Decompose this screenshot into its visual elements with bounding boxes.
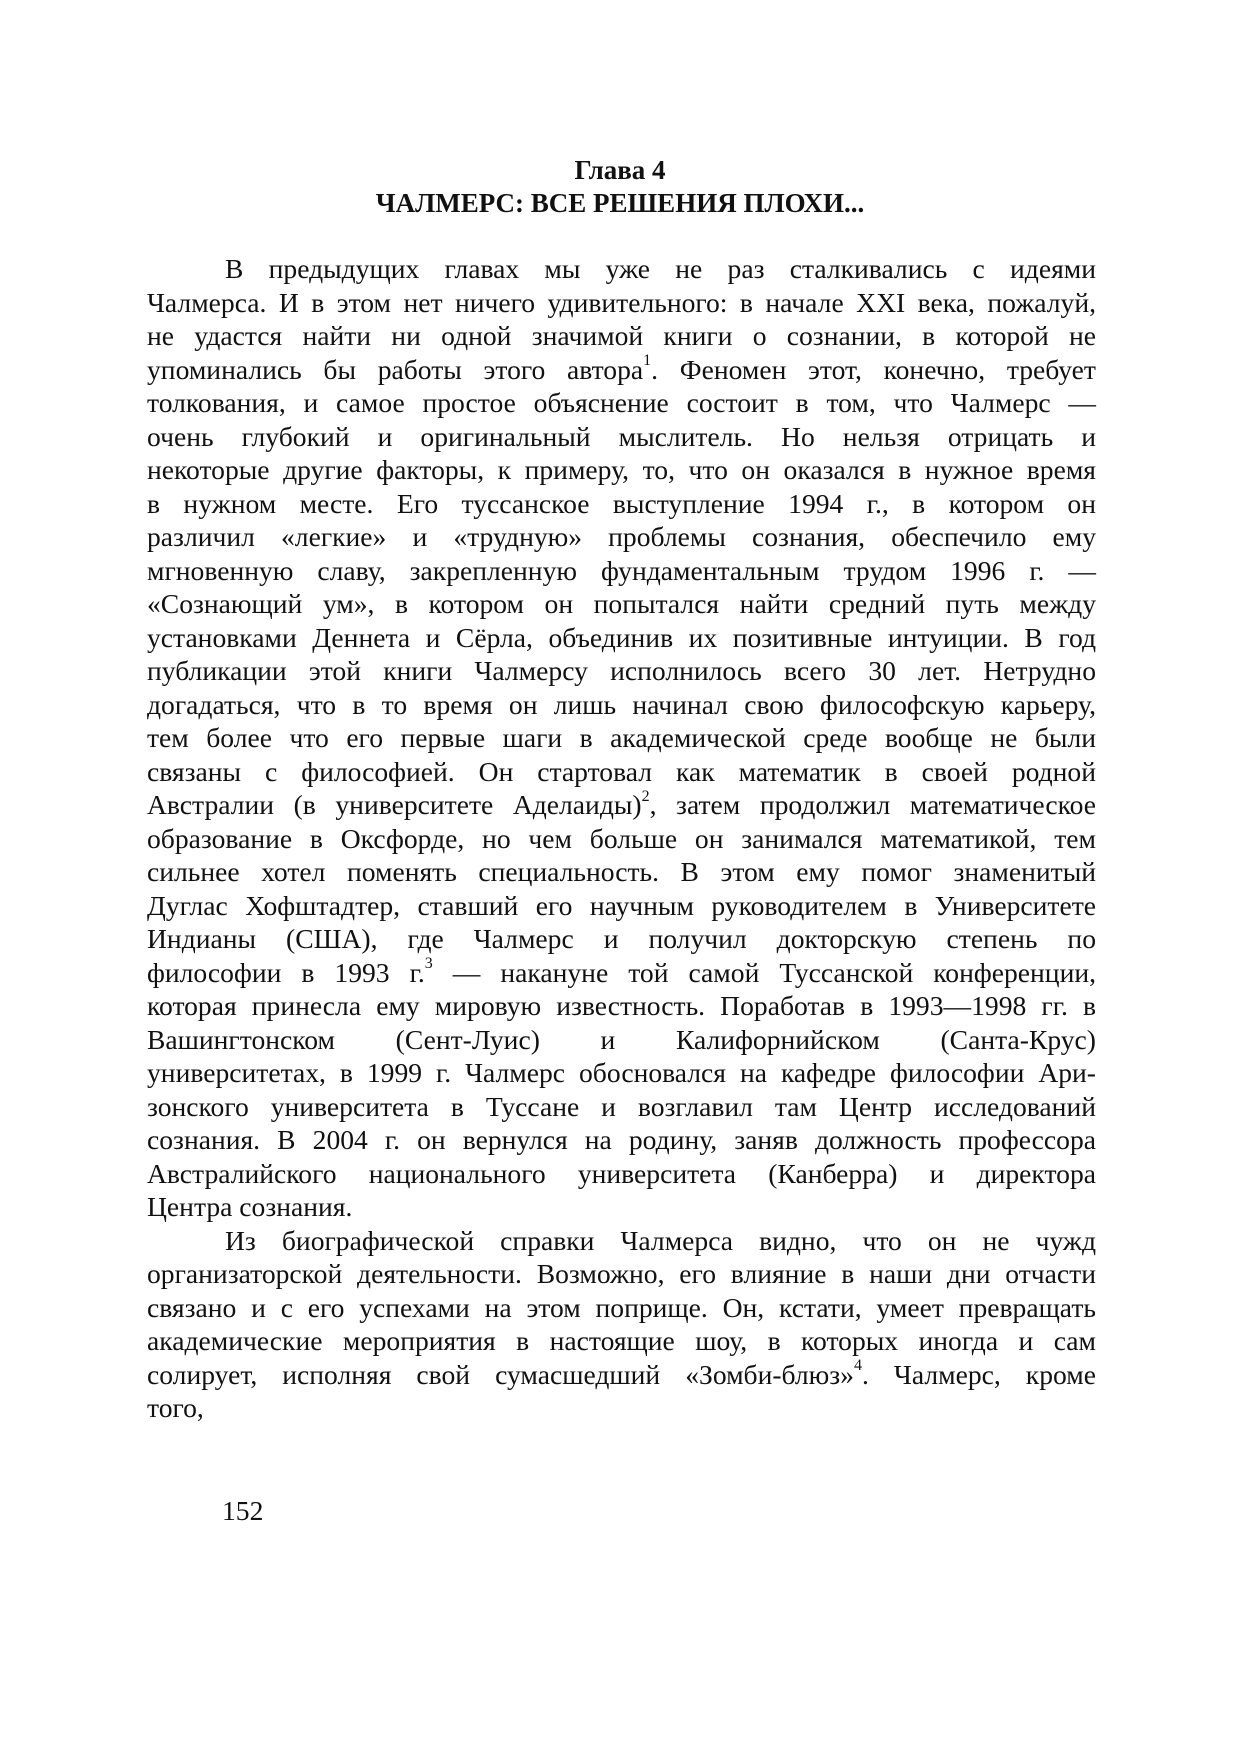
text-line: установками Деннета и Сёрла, объединив их позитивные интуиции. В год	[147, 621, 1096, 653]
text-line: некоторые другие факторы, к примеру, то, что он оказался в нужное время	[147, 454, 1096, 485]
text-line: организаторской деятельности. Возможно, его влияние в наши дни отчасти	[147, 1258, 1096, 1289]
chapter-title: ЧАЛМЕРС: ВСЕ РЕШЕНИЯ ПЛОХИ...	[375, 188, 865, 218]
text-line: того,	[147, 1392, 204, 1423]
text-line: связано и с его успехами на этом поприще. Он, кстати, умеет превращать	[147, 1291, 1096, 1323]
text-line: Австралийского национального университета (Канберра) и директора	[147, 1157, 1096, 1189]
text-line: Чалмерса. И в этом нет ничего удивительного: в начале XXI века, пожалуй,	[147, 286, 1096, 318]
text-line: в нужном месте. Его туссанское выступление 1994 г., в котором он	[147, 487, 1096, 519]
text-line: образование в Оксфорде, но чем больше он занимался математикой, тем	[147, 822, 1096, 854]
text-segment: философии в 1993 г.	[147, 956, 425, 988]
chapter-label: Глава 4	[574, 155, 666, 185]
text-line: очень глубокий и оригинальный мыслитель. Но нельзя отрицать и	[147, 420, 1096, 452]
text-line: мгновенную славу, закрепленную фундаментальным трудом 1996 г. —	[147, 554, 1096, 586]
text-line: которая принесла ему мировую известность. Поработав в 1993—1998 гг. в	[147, 990, 1096, 1021]
text-line: сознания. В 2004 г. он вернулся на родину, заняв должность профессора	[147, 1124, 1096, 1155]
text-segment: солирует, исполняя свой сумасшедший «Зомби-блюз»	[147, 1358, 854, 1390]
text-line: Индианы (США), где Чалмерс и получил докторскую степень по	[147, 923, 1096, 954]
text-line: сильнее хотел поменять специальность. В этом ему помог знаменитый	[147, 856, 1096, 887]
text-segment: упоминались бы работы этого автора	[147, 353, 644, 385]
footnote-mark: 1	[643, 352, 652, 370]
text-line: Вашингтонском (Сент-Луис) и Калифорнийском (Санта-Крус)	[147, 1023, 1096, 1055]
text-line: толкования, и самое простое объяснение состоит в том, что Чалмерс —	[147, 387, 1096, 418]
text-line: зонского университета в Туссане и возглавил там Центр исследований	[147, 1090, 1096, 1122]
text-line: не удастся найти ни одной значимой книги о сознании, в которой не	[147, 320, 1096, 351]
text-line: академические мероприятия в настоящие шоу, в которых иногда и сам	[147, 1325, 1096, 1356]
body-text	[147, 252, 1096, 1425]
text-line	[147, 956, 1096, 990]
text-line	[147, 1358, 1096, 1392]
text-line: университетах, в 1999 г. Чалмерс обосновался на кафедре философии Ари-	[147, 1057, 1096, 1088]
text-line: Из биографической справки Чалмерса видно, что он не чужд	[225, 1224, 1096, 1256]
text-line: тем более что его первые шаги в академической среде вообще не были	[147, 722, 1096, 753]
text-line: В предыдущих главах мы уже не раз сталкивались с идеями	[225, 253, 1096, 284]
footnote-mark: 3	[424, 955, 433, 973]
text-line: различил «легкие» и «трудную» проблемы сознания, обеспечило ему	[147, 521, 1096, 552]
text-line: Дуглас Хофштадтер, ставший его научным руководителем в Университете	[147, 889, 1096, 921]
text-segment: Австралии (в университете Аделаиды)	[147, 789, 642, 820]
page-number: 152	[222, 1495, 264, 1526]
text-segment: — накануне той самой Туссанской конференции,	[432, 956, 1097, 988]
text-segment: . Чалмерс, кроме	[861, 1358, 1096, 1390]
text-line	[147, 353, 1096, 387]
footnote-mark: 2	[641, 787, 650, 805]
footnote-mark: 4	[853, 1357, 862, 1375]
text-segment: , затем продолжил математическое	[649, 789, 1096, 820]
text-line: «Сознающий ум», в котором он попытался найти средний путь между	[147, 588, 1096, 619]
text-line	[147, 788, 1096, 822]
text-segment: . Феномен этот, конечно, требует	[651, 353, 1096, 385]
text-line: публикации этой книги Чалмерсу исполнилось всего 30 лет. Нетрудно	[147, 655, 1096, 686]
text-line: Центра сознания.	[147, 1191, 353, 1222]
text-line: связаны с философией. Он стартовал как математик в своей родной	[147, 755, 1096, 787]
text-line: догадаться, что в то время он лишь начинал свою философскую карьеру,	[147, 688, 1096, 720]
